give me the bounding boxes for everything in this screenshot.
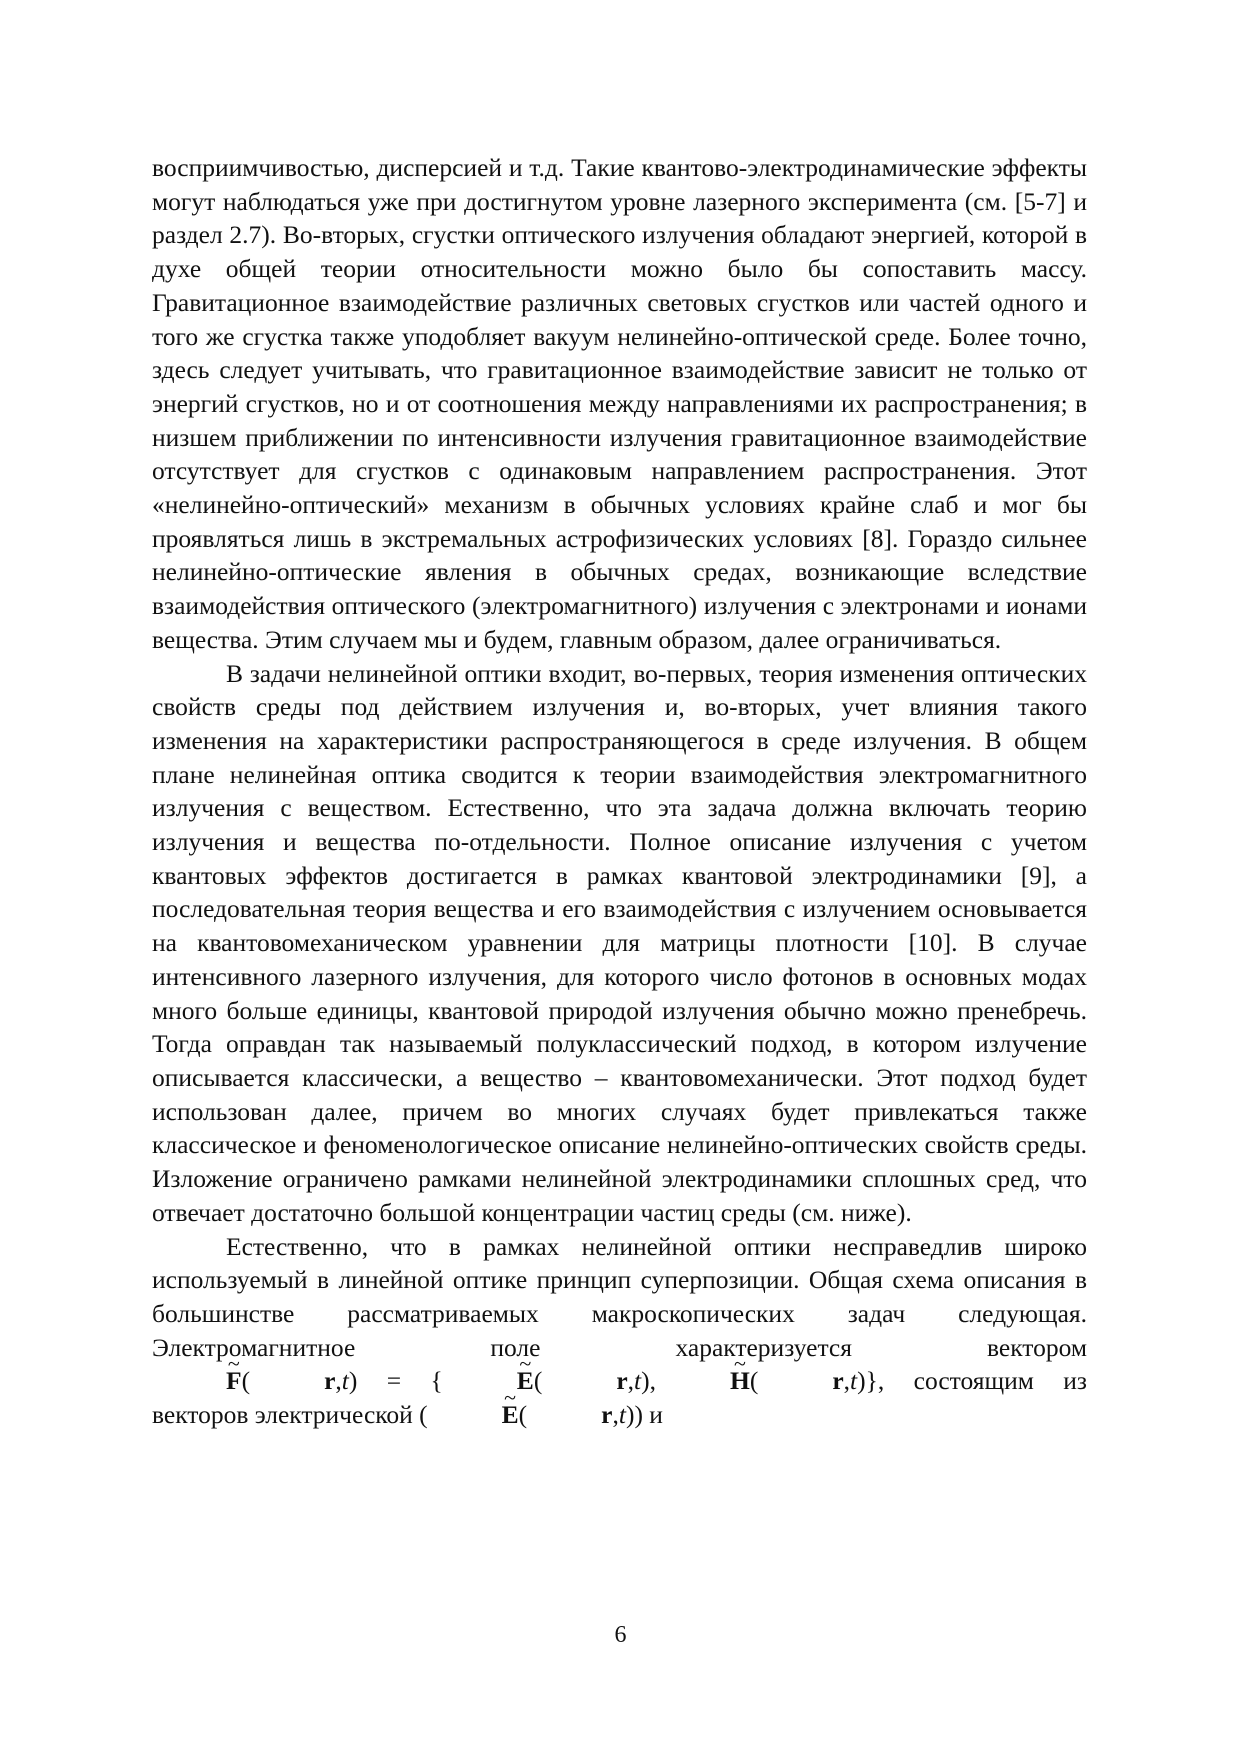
formula-eq: = { — [357, 1366, 443, 1396]
body-text — [152, 151, 1087, 1432]
paragraph-1: восприимчивостью, дисперсией и т.д. Такие квантово-электродинамические эффекты могут наблюдаться уже при достигнутом уровне лазерного эксперимента (см. [5-7] и раздел 2.7). Во-вторых, сгустки оптического излучения обладают энергией, которой в духе общей теории относительности можно было бы сопоставить массу. Гравитационное взаимодействие различных световых сгустков или частей одного и того же сгустка также уподобляет вакуум нелинейно-оптической среде. Более точно, здесь следует учитывать, что гравитационное взаимодействие зависит не только от энергий сгустков, но и от соотношения между направлениями их распространения; в низшем приближении по интенсивности излучения гравитационное взаимодействие отсутствует для сгустков с одинаковым направлением распространения. Этот «нелинейно-оптический» механизм в обычных условиях крайне слаб и мог бы проявляться лишь в экстремальных астрофизических условиях [8]. Гораздо сильнее нелинейно-оптические явления в обычных средах, возникающие вследствие взаимодействия оптического (электромагнитного) излучения с электронами и ионами вещества. Этим случаем мы и будем, главным образом, далее ограничиваться. — [152, 153, 1087, 654]
vector-r: r — [324, 1366, 336, 1396]
formula-close: } — [865, 1366, 878, 1396]
electric-vector-formula: ~ E( r,t) — [428, 1400, 635, 1429]
vector-r-4: r — [601, 1400, 613, 1430]
paragraph-2: В задачи нелинейной оптики входит, во-первых, теория изменения оптических свойств среды под действием излучения и, во-вторых, учет влияния такого изменения на характеристики распространяющегося в среде излучения. В общем плане нелинейная оптика сводится к теории взаимодействия электромагнитного излучения с веществом. Естественно, что эта задача должна включать теорию излучения и вещества по-отдельности. Полное описание излучения с учетом квантовых эффектов достигается в рамках квантовой электродинамики [9], а последовательная теория вещества и его взаимодействия с излучением основывается на квантовомеханическом уравнении для матрицы плотности [10]. В случае интенсивного лазерного излучения, для которого число фотонов в основных модах много больше единицы, квантовой природой излучения обычно можно пренебречь. Тогда оправдан так называемый полуклассический подход, в котором излучение описывается классически, а вещество – квантовомеханически. Этот подход будет использован далее, причем во многих случаях будет привлекаться также классическое и феноменологическое описание нелинейно-оптических свойств среды. Изложение ограничено рамками нелинейной электродинамики сплошных сред, что отвечает достаточно большой концентрации частиц среды (см. ниже). — [152, 658, 1087, 1227]
vector-r-3: r — [832, 1366, 844, 1396]
vector-E: ~ E — [443, 1364, 534, 1398]
paragraph-3-tail: ) и — [634, 1400, 663, 1430]
var-t: t — [341, 1366, 349, 1396]
vector-H: ~ H — [656, 1364, 750, 1398]
paragraph-3-text: Естественно, что в рамках нелинейной оптики несправедлив широко используемый в линейной оптике принцип суперпозиции. Общая схема описания в большинстве рассматриваемых макроскопических задач следующая. Электромагнитное поле характеризуется вектором — [152, 1231, 1087, 1362]
page-number: 6 — [614, 1622, 627, 1648]
var-t-2: t — [634, 1366, 642, 1396]
var-t-3: t — [850, 1366, 858, 1396]
var-t-4: t — [618, 1400, 626, 1430]
paragraph-3 — [152, 1230, 1087, 1432]
vector-r-2: r — [616, 1366, 628, 1396]
formula-comma: , — [649, 1366, 656, 1396]
vector-F: ~ F — [152, 1364, 242, 1398]
vector-E-2: ~ E — [428, 1398, 519, 1432]
field-vector-formula: ~ F( r,t) = {~ E( r,t),~ H( r,t)} — [152, 1366, 878, 1395]
paragraph-3-after-formula: , состоящим из векторов электрической ( — [152, 1366, 1087, 1430]
